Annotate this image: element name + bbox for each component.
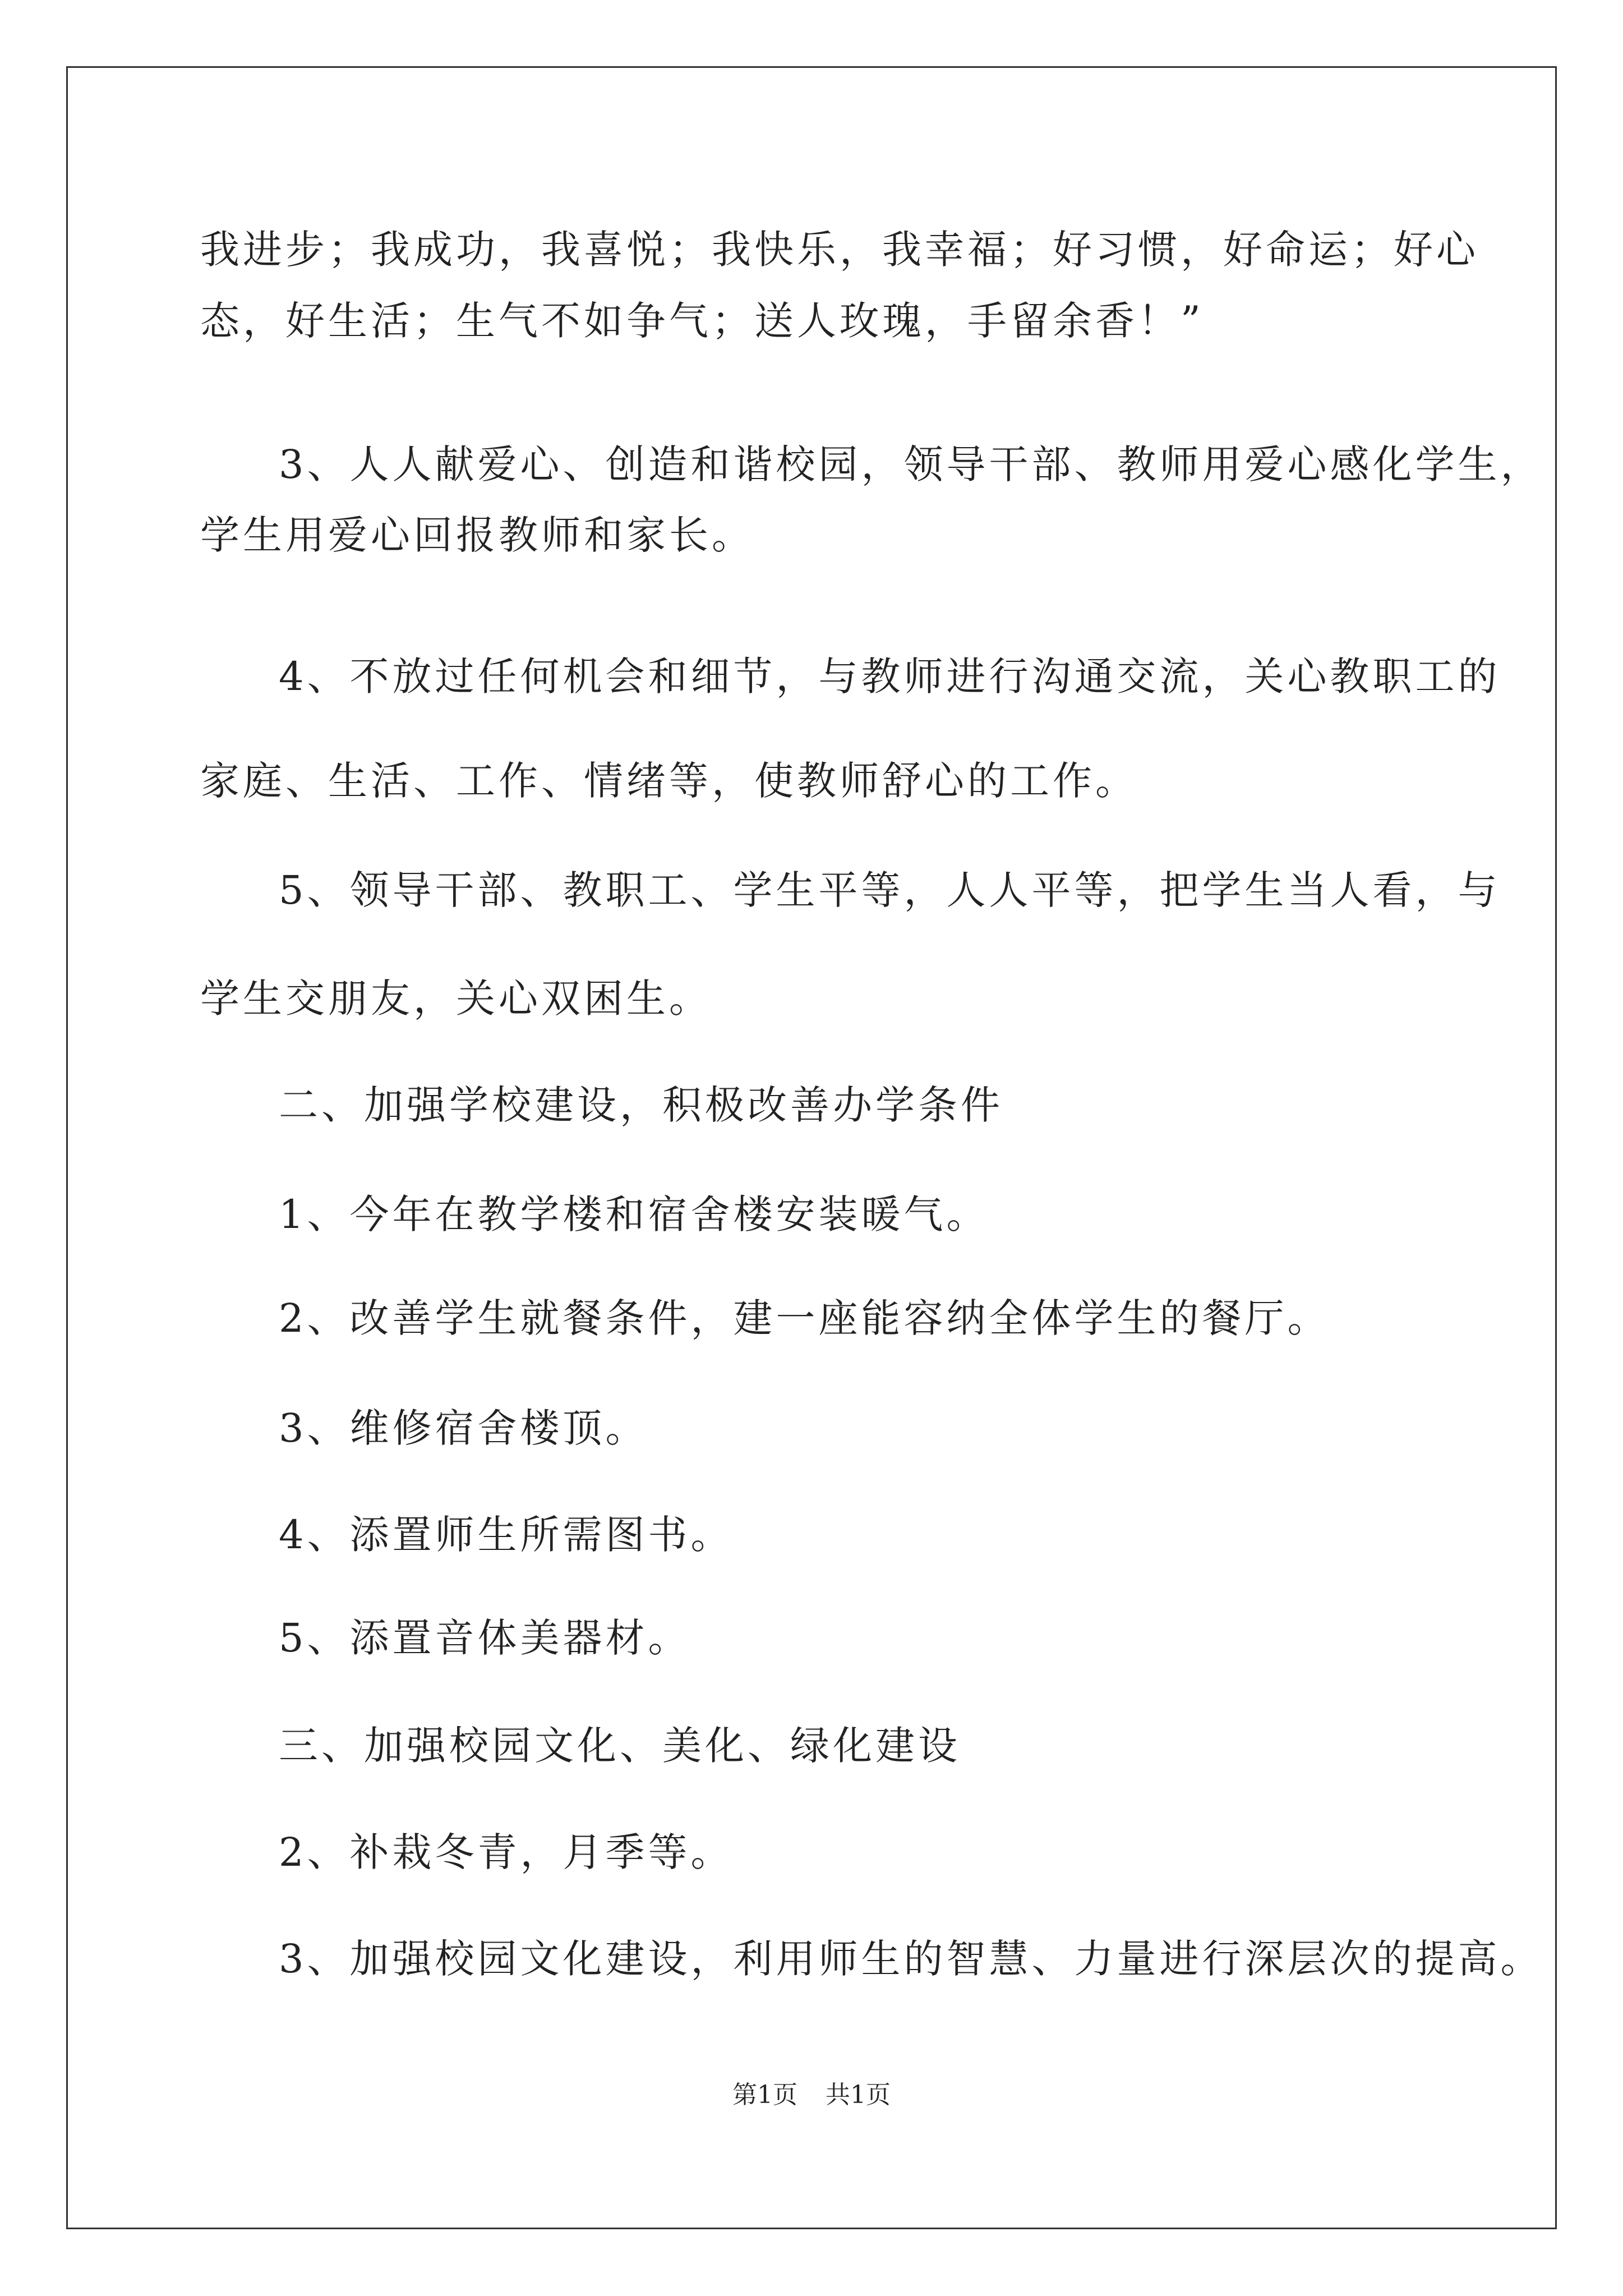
text-line-17: 3、加强校园文化建设，利用师生的智慧、力量进行深层次的提高。 bbox=[279, 1936, 1543, 1982]
text-line-6: 家庭、生活、工作、情绪等，使教师舒心的工作。 bbox=[200, 758, 1138, 804]
heading-section-3: 三、加强校园文化、美化、绿化建设 bbox=[279, 1723, 961, 1769]
text-line-1: 我进步；我成功，我喜悦；我快乐，我幸福；好习惯，好命运；好心 bbox=[200, 227, 1479, 273]
heading-section-2: 二、加强学校建设，积极改善办学条件 bbox=[279, 1082, 1003, 1128]
text-line-3: 3、人人献爱心、创造和谐校园，领导干部、教师用爱心感化学生， bbox=[279, 441, 1543, 487]
text-line-16: 2、补栽冬青，月季等。 bbox=[279, 1829, 734, 1875]
page-number: 第1页 bbox=[732, 2081, 797, 2109]
text-line-10: 1、今年在教学楼和宿舍楼安装暖气。 bbox=[279, 1191, 989, 1237]
text-line-5: 4、不放过任何机会和细节，与教师进行沟通交流，关心教职工的 bbox=[279, 654, 1501, 700]
page-total: 共1页 bbox=[826, 2081, 891, 2109]
page-footer bbox=[0, 2081, 1623, 2109]
page-border bbox=[66, 66, 1557, 2229]
text-line-12: 3、维修宿舍楼顶。 bbox=[279, 1405, 648, 1451]
text-line-13: 4、添置师生所需图书。 bbox=[279, 1512, 734, 1558]
text-line-2: 态，好生活；生气不如争气；送人玫瑰，手留余香！” bbox=[200, 298, 1204, 344]
text-line-4: 学生用爱心回报教师和家长。 bbox=[200, 512, 754, 558]
text-line-7: 5、领导干部、教职工、学生平等，人人平等，把学生当人看，与 bbox=[279, 867, 1501, 913]
text-line-11: 2、改善学生就餐条件，建一座能容纳全体学生的餐厅。 bbox=[279, 1295, 1330, 1341]
text-line-14: 5、添置音体美器材。 bbox=[279, 1615, 691, 1661]
text-line-8: 学生交朋友，关心双困生。 bbox=[200, 976, 712, 1022]
